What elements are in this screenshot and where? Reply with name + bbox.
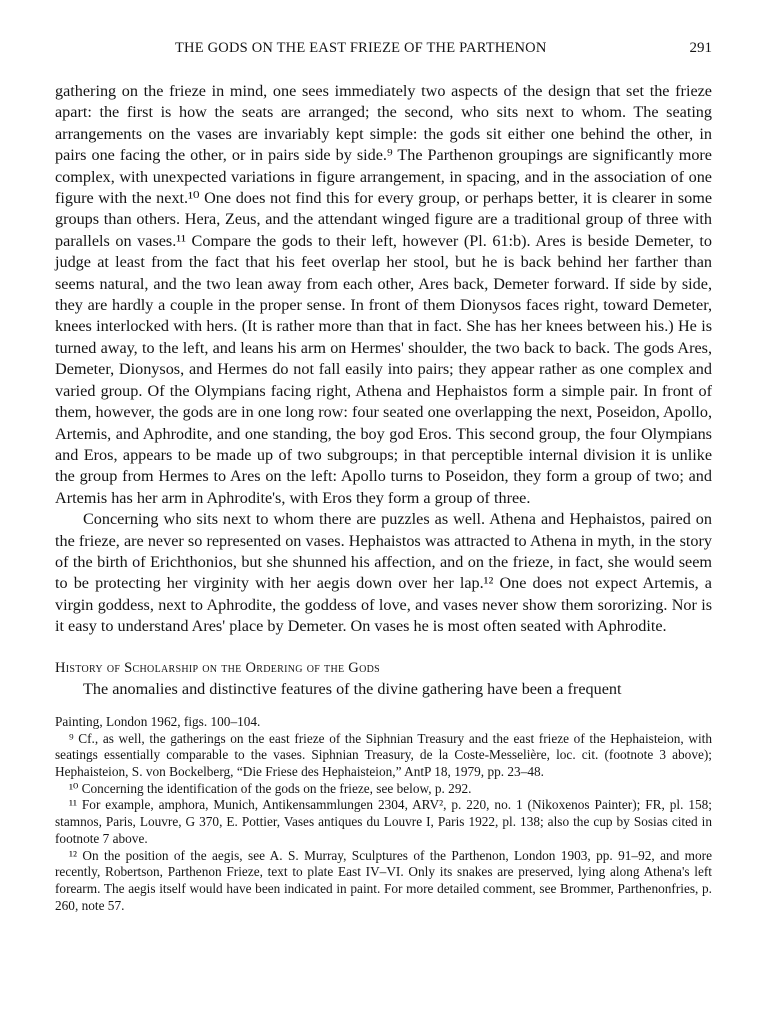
page-header — [55, 40, 712, 66]
main-text — [55, 81, 712, 700]
footnote-12: ¹² On the position of the aegis, see A. S. Murray, Sculptures of the Parthenon, London 1903, pp. 91–92, and more recently, Robertson, Parthenon Frieze, text to plate East IV–VI. Only its snakes are preserved, lying along Athena's left forearm. The aegis itself would have been indicated in paint. For more detailed comment, see Brommer, Parthenonfries, p. 260, note 57. — [55, 847, 712, 913]
section-heading: History of Scholarship on the Ordering of the Gods — [55, 659, 380, 676]
paragraph: Concerning who sits next to whom there are puzzles as well. Athena and Hephaistos, paired on the frieze, are never so represented on vases. Hephaistos was attracted to Athena in myth, in the story of the birth of Erichthonios, but she shunned his affection, and on the frieze, in fact, she would seem to be protecting her virginity with her aegis down over her lap.¹² One does not expect Artemis, a virgin goddess, next to Aphrodite, the goddess of love, and vases never show them sororizing. Nor is it easy to understand Ares' place by Demeter. On vases he is most often seated with Aphrodite. — [55, 510, 712, 636]
page-number: 291 — [689, 40, 712, 56]
page — [55, 40, 712, 914]
footnote-10: ¹⁰ Concerning the identification of the gods on the frieze, see below, p. 292. — [69, 780, 472, 796]
running-head: THE GODS ON THE EAST FRIEZE OF THE PARTHENON — [175, 40, 547, 56]
footnote-continued: Painting, London 1962, figs. 100–104. — [55, 713, 261, 729]
footnote-11: ¹¹ For example, amphora, Munich, Antikensammlungen 2304, ARV², p. 220, no. 1 (Nikoxenos Painter); FR, pl. 158; stamnos, Paris, Louvre, G 370, E. Pottier, Vases antiques du Louvre I, Paris 1922, pl. 138; also the cup by Sosias cited in footnote 7 above. — [55, 797, 712, 846]
section-opening-line: The anomalies and distinctive features of the divine gathering have been a frequent — [83, 679, 622, 698]
paragraph-continued: gathering on the frieze in mind, one sees immediately two aspects of the design that set the frieze apart: the first is how the seats are arranged; the second, who sits next to whom. The seating arrangements on the vases are invariably kept simple: the gods sit either one behind the other, in pairs one facing the other, or in pairs side by side.⁹ The Parthenon groupings are significantly more complex, with unexpected variations in figure arrangement, in spacing, and in the association of one figure with the next.¹⁰ One does not find this for every group, or perhaps better, it is clearer in some groups than others. Hera, Zeus, and the attendant winged figure are a traditional group of three with parallels on vases.¹¹ Compare the gods to their left, however (Pl. 61:b). Ares is beside Demeter, to judge at least from the fact that his feet overlap her stool, but he is back behind her farther than seems natural, and the two lean away from each other, Ares back, Demeter forward. If side by side, they are hardly a couple in the proper sense. In front of them Dionysos faces right, toward Demeter, knees interlocked with hers. (It is rather more than that in fact. She has her knees between his.) He is turned away, to the left, and leans his arm on Hermes' shoulder, the two back to back. The gods Ares, Demeter, Dionysos, and Hermes do not fall easily into pairs; they appear rather as one complex and varied group. Of the Olympians facing right, Athena and Hephaistos form a simple pair. In front of them, however, the gods are in one long row: four seated one overlapping the next, Poseidon, Apollo, Artemis, and Aphrodite, and one standing, the boy god Eros. This second group, the four Olympians and Eros, appears to be made up of two subgroups; in that perceptible internal division it is unlike the group from Hermes to Ares on the left: Apollo turns to Poseidon, they form a group of two; and Artemis has her arm in Aphrodite's, with Eros they form a group of three. — [55, 82, 712, 507]
footnote-9: ⁹ Cf., as well, the gatherings on the east frieze of the Siphnian Treasury and the east frieze of the Hephaisteion, with seatings essentially comparable to the vases. Siphnian Treasury, de la Coste-Messelière, loc. cit. (footnote 3 above); Hephaisteion, S. von Bockelberg, “Die Friese des Hephaisteion,” AntP 18, 1979, pp. 23–48. — [55, 730, 712, 780]
footnotes — [55, 714, 712, 914]
